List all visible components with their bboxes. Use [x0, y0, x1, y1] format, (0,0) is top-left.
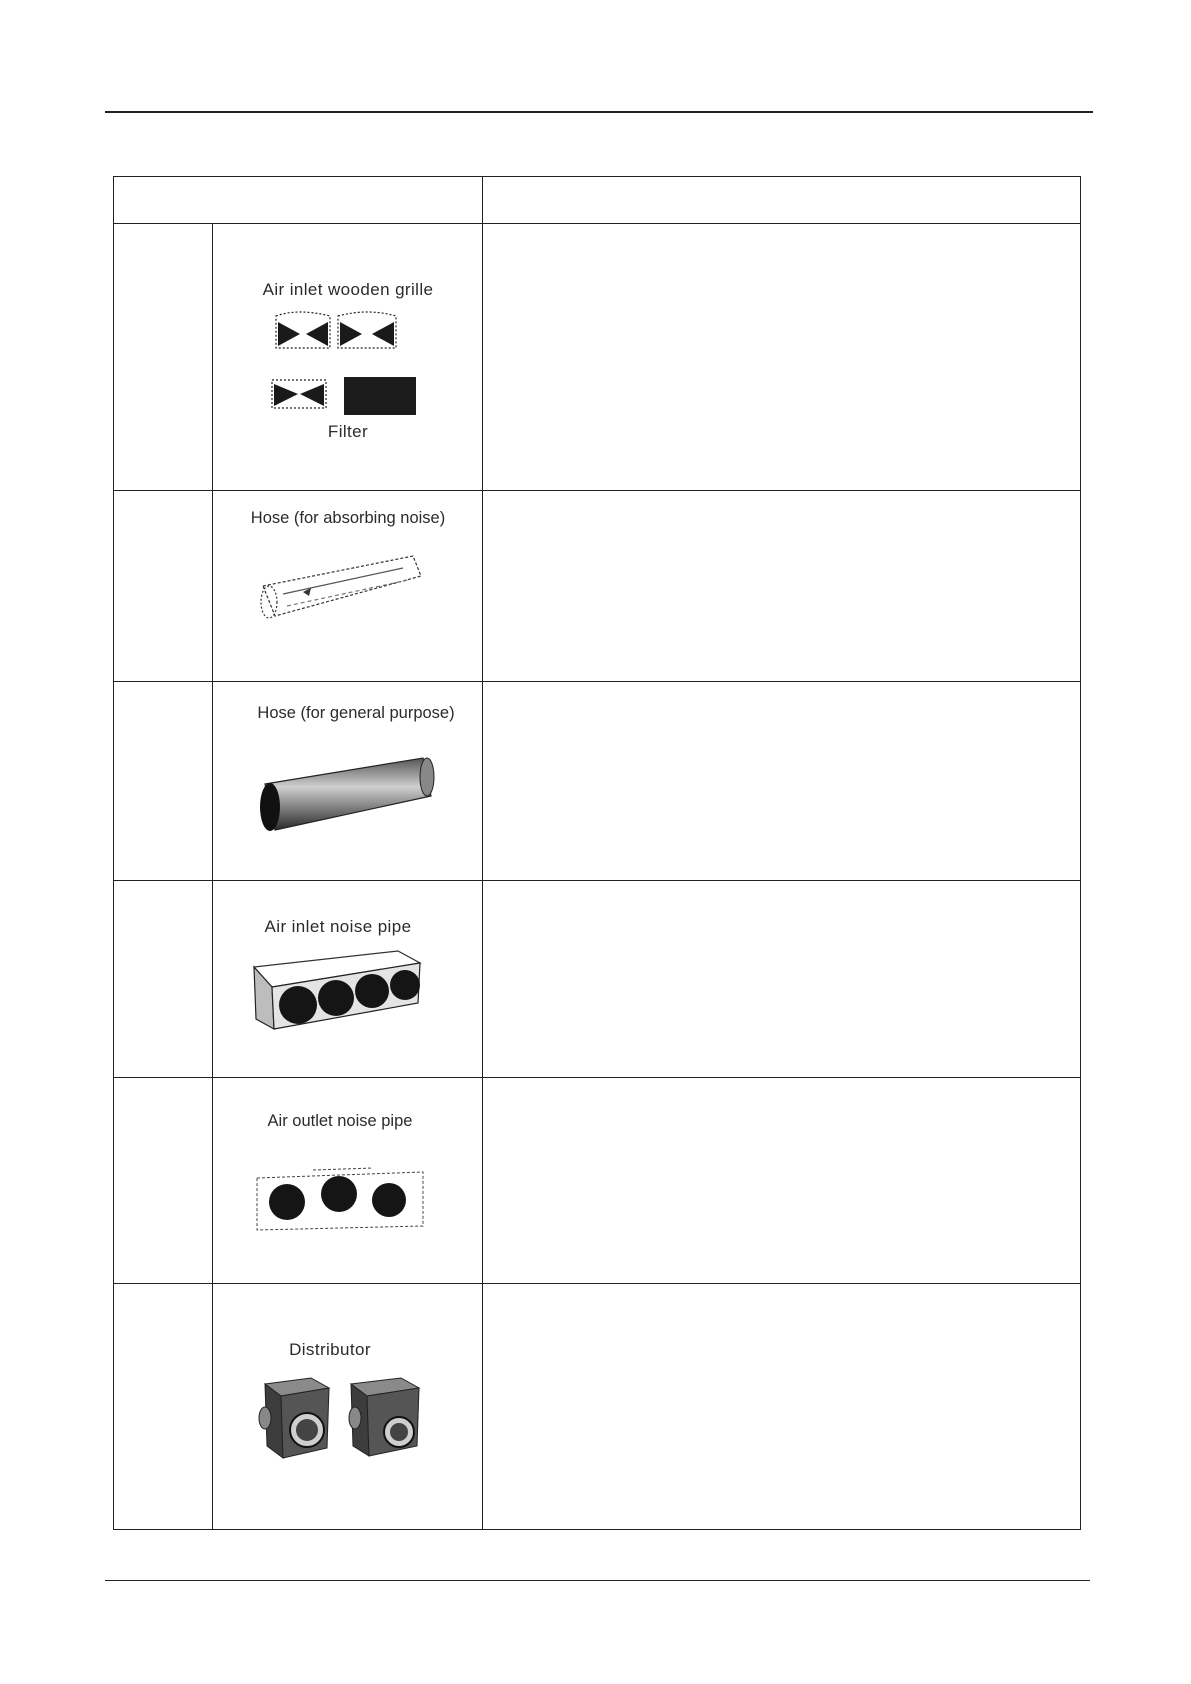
hose-general-label: Hose (for general purpose) — [257, 704, 455, 722]
grille-and-filter-icon — [268, 308, 418, 423]
row-number-cell — [114, 1284, 213, 1530]
part-image-cell — [213, 682, 483, 881]
part-image-cell — [213, 1284, 483, 1530]
hose-absorbing-label: Hose (for absorbing noise) — [250, 509, 446, 527]
row-number-cell — [114, 491, 213, 682]
footer-rule — [105, 1580, 1090, 1581]
inlet-noise-pipe-label: Air inlet noise pipe — [264, 917, 412, 936]
general-hose-icon — [253, 744, 438, 839]
distributor-box-icon — [251, 1374, 431, 1469]
inlet-plenum-icon — [248, 943, 428, 1033]
table-row — [114, 1078, 1081, 1284]
description-cell — [483, 682, 1081, 881]
table-row — [114, 881, 1081, 1078]
table-header-row — [114, 177, 1081, 224]
distributor-label: Distributor — [289, 1340, 371, 1359]
part-image-cell — [213, 224, 483, 491]
part-image-cell — [213, 881, 483, 1078]
table-row — [114, 491, 1081, 682]
grille-label: Air inlet wooden grille — [262, 280, 434, 299]
row-number-cell — [114, 682, 213, 881]
table-row — [114, 1284, 1081, 1530]
flexible-hose-icon — [253, 546, 433, 636]
row-number-cell — [114, 224, 213, 491]
row-number-cell — [114, 1078, 213, 1284]
outlet-plenum-icon — [253, 1164, 428, 1244]
table-row — [114, 224, 1081, 491]
part-image-cell — [213, 491, 483, 682]
description-cell — [483, 1284, 1081, 1530]
header-cell-part — [114, 177, 483, 224]
description-cell — [483, 491, 1081, 682]
filter-label: Filter — [327, 422, 369, 441]
table-row — [114, 682, 1081, 881]
description-cell — [483, 1078, 1081, 1284]
outlet-noise-pipe-label: Air outlet noise pipe — [267, 1112, 413, 1130]
accessory-table — [113, 176, 1081, 1530]
header-rule — [105, 111, 1093, 113]
part-image-cell — [213, 1078, 483, 1284]
description-cell — [483, 224, 1081, 491]
row-number-cell — [114, 881, 213, 1078]
header-cell-description — [483, 177, 1081, 224]
description-cell — [483, 881, 1081, 1078]
